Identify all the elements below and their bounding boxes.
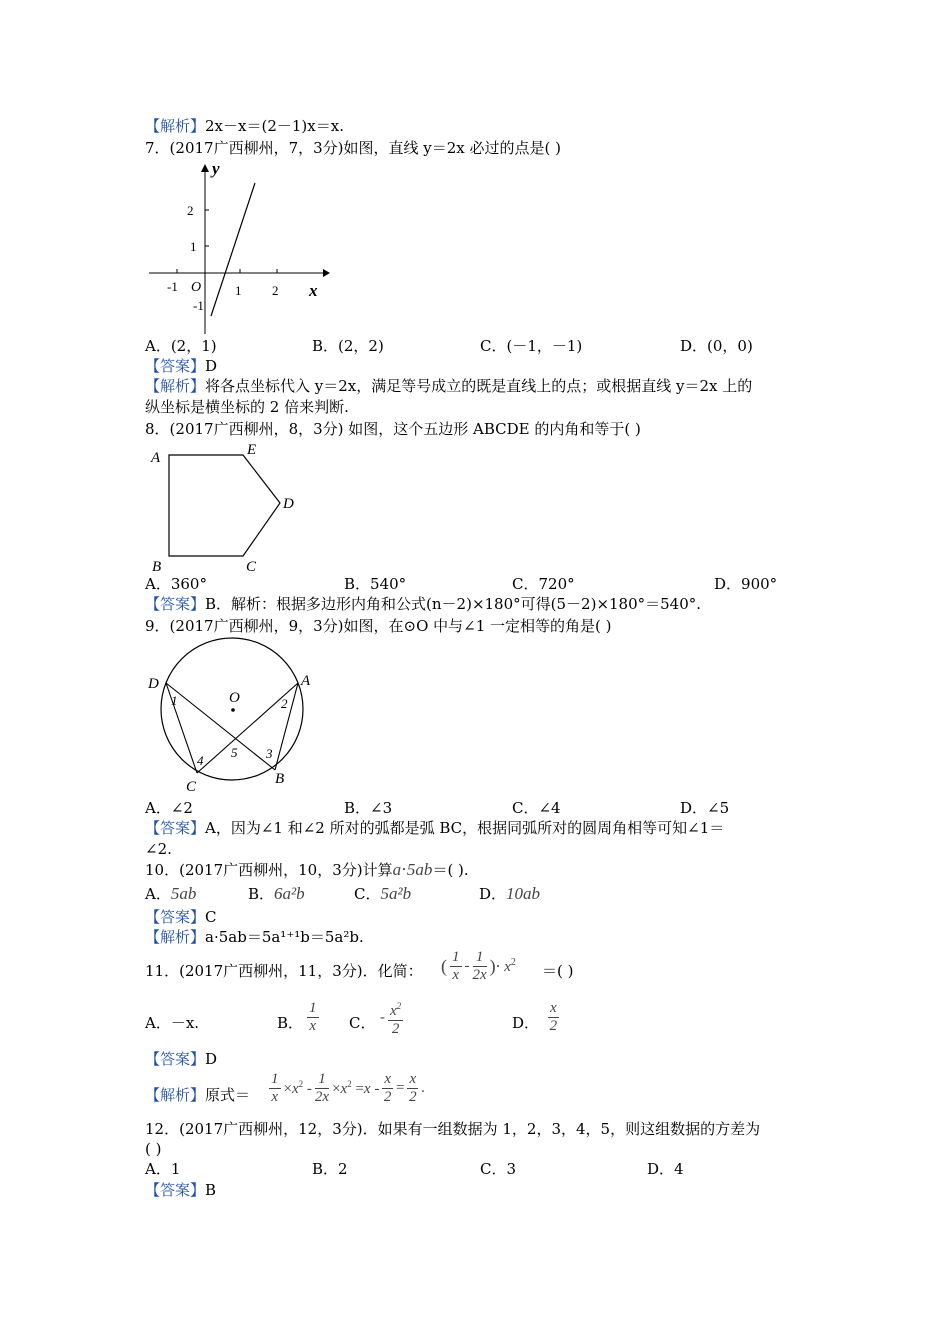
point-c: C xyxy=(186,779,197,795)
q10-expression: a⋅5ab xyxy=(392,860,433,879)
intro-analysis: 【解析】2x－x＝(2－1)x＝x. xyxy=(145,117,344,135)
vertex-e: E xyxy=(247,442,257,458)
q11-expression: ( $\frac{1}{x}$ - $\frac{1}{2x}$ )⋅ $x^2$ xyxy=(441,949,516,983)
tick-x-1: 1 xyxy=(235,283,242,298)
q8-stem: 8．(2017广西柳州，8，3分) 如图，这个五边形 ABCDE 的内角和等于( ) xyxy=(145,420,641,438)
q12-option-b: B．2 xyxy=(312,1160,348,1178)
q10-option-d: D．10ab xyxy=(479,884,541,903)
vertex-c: C xyxy=(246,559,257,575)
q8-option-d: D．900° xyxy=(714,575,778,593)
q12-option-c: C．3 xyxy=(480,1160,517,1178)
q12-stem-line1: 12．(2017广西柳州，12，3分)．如果有一组数据为 1，2，3，4，5，则这组数据的方差为 xyxy=(145,1120,761,1138)
q7-graph xyxy=(145,158,330,338)
tick-y-neg1: -1 xyxy=(193,298,204,313)
tick-y-2: 2 xyxy=(187,203,194,218)
q12-option-d: D．4 xyxy=(647,1160,684,1178)
q11-option-c-fraction: - $\frac{x^2}{2}$ xyxy=(380,998,406,1038)
q10-option-c: C．5a²b xyxy=(354,884,412,903)
q12-answer: 【答案】B xyxy=(145,1181,217,1199)
q10-answer: 【答案】C xyxy=(145,908,217,926)
vertex-a: A xyxy=(151,450,161,466)
q9-stem: 9．(2017广西柳州，9，3分)如图，在⊙O 中与∠1 一定相等的角是( ) xyxy=(145,617,612,635)
q10-stem: 10．(2017广西柳州，10，3分)计算a⋅5ab＝( ). xyxy=(145,860,469,879)
angle-3-label: 3 xyxy=(266,746,273,761)
q10-analysis: 【解析】a·5ab＝5a¹⁺¹b＝5a²b. xyxy=(145,928,364,946)
q8-pentagon xyxy=(145,440,305,575)
angle-5-label: 5 xyxy=(231,745,238,760)
q7-option-d: D．(0，0) xyxy=(680,337,753,355)
q11-stem-tail: ＝( ) xyxy=(542,962,574,980)
y-axis-label: y xyxy=(212,159,220,178)
q7-stem: 7．(2017广西柳州，7，3分)如图，直线 y＝2x 必过的点是( ) xyxy=(145,139,561,157)
q9-option-b: B．∠3 xyxy=(344,799,393,817)
center-o: O xyxy=(229,690,240,706)
q7-analysis-line2: 纵坐标是横坐标的 2 倍来判断. xyxy=(145,398,349,416)
tick-x-2: 2 xyxy=(272,283,279,298)
q11-answer: 【答案】D xyxy=(145,1050,218,1068)
point-b: B xyxy=(275,771,285,787)
q9-circle xyxy=(145,632,325,797)
q9-option-a: A．∠2 xyxy=(145,799,193,817)
q11-stem: 11．(2017广西柳州，11，3分)．化简： xyxy=(145,962,423,980)
point-a: A xyxy=(301,673,311,689)
q11-option-b: B． xyxy=(277,1014,304,1032)
q12-stem-line2: ( ) xyxy=(145,1140,162,1158)
angle-1-label: 1 xyxy=(171,693,178,708)
q9-option-c: C．∠4 xyxy=(512,799,561,817)
vertex-d: D xyxy=(283,496,294,512)
q10-option-b: B．6a²b xyxy=(248,884,305,903)
x-axis-label: x xyxy=(309,281,318,300)
q7-option-c: C．(－1，－1) xyxy=(480,337,583,355)
q8-option-c: C．720° xyxy=(512,575,575,593)
origin-label: O xyxy=(191,280,202,295)
point-d: D xyxy=(148,676,159,692)
q7-option-b: B．(2，2) xyxy=(312,337,384,355)
q11-analysis: 【解析】原式＝ xyxy=(145,1086,251,1104)
q11-option-a: A．－x. xyxy=(145,1014,200,1032)
q11-option-b-fraction: $\frac{1}{x}$ xyxy=(309,1000,317,1034)
analysis-tag: 【解析】 xyxy=(145,117,206,135)
q7-option-a: A．(2，1) xyxy=(145,337,217,355)
vertex-b: B xyxy=(152,559,162,575)
q8-option-b: B．540° xyxy=(344,575,407,593)
q8-answer: 【答案】B．解析：根据多边形内角和公式(n－2)×180°可得(5－2)×180°＝540°. xyxy=(145,595,702,613)
q11-option-d: D． xyxy=(512,1014,540,1032)
q10-option-a: A．5ab xyxy=(145,884,197,903)
tick-x-neg1: -1 xyxy=(167,279,178,294)
q11-option-c: C． xyxy=(349,1014,376,1032)
q7-analysis-line1: 【解析】将各点坐标代入 y＝2x，满足等号成立的既是直线上的点；或根据直线 y＝2x 上的 xyxy=(145,377,753,395)
q12-option-a: A．1 xyxy=(145,1160,181,1178)
q9-option-d: D．∠5 xyxy=(680,799,730,817)
q9-answer-line1: 【答案】A，因为∠1 和∠2 所对的弧都是弧 BC，根据同弧所对的圆周角相等可知∠1＝ xyxy=(145,819,725,837)
q7-answer: 【答案】D xyxy=(145,357,218,375)
q11-analysis-formula: $\frac{1}{x}$ $\times x^2$ - $\frac{1}{2x}$ $\times x^2 =x$ - $\frac{x}{2}$ = $\frac{x}{2}$ . xyxy=(271,1071,425,1105)
q9-answer-line2: ∠2. xyxy=(145,840,172,858)
tick-y-1: 1 xyxy=(190,239,197,254)
q11-option-d-fraction: $\frac{x}{2}$ xyxy=(549,1000,558,1034)
angle-4-label: 4 xyxy=(197,753,204,768)
q8-option-a: A．360° xyxy=(145,575,207,593)
angle-2-label: 2 xyxy=(281,696,288,711)
